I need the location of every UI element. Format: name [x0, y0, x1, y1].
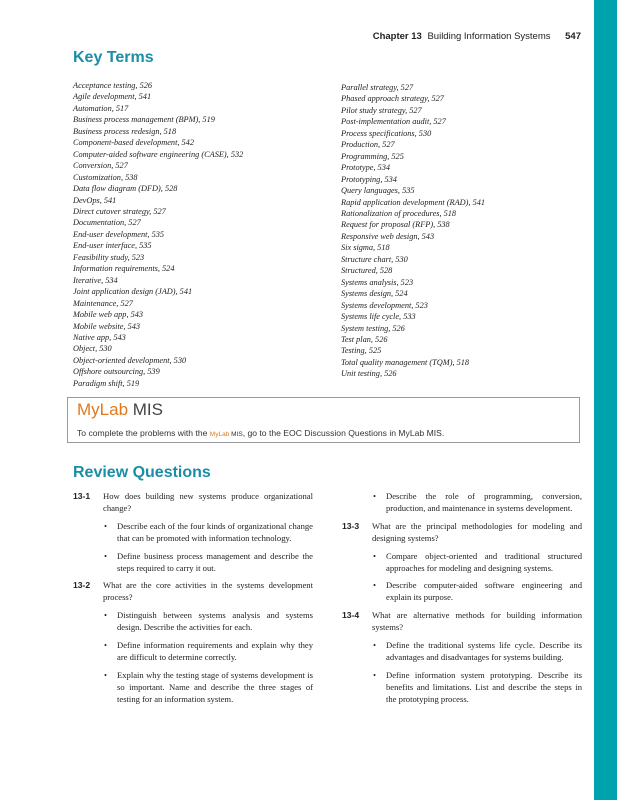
key-term: Process specifications, 530	[341, 128, 432, 138]
key-term: Object, 530	[73, 344, 112, 354]
question-text: What are alternative methods for building information systems?	[372, 610, 582, 633]
key-term: Acceptance testing, 526	[73, 81, 153, 90]
review-questions-heading: Review Questions	[73, 464, 211, 481]
key-term: DevOps, 541	[73, 195, 117, 205]
bullet-text: Describe computer-aided software engineering and explain its purpose.	[386, 580, 582, 603]
key-term: Phased approach strategy, 527	[341, 94, 444, 104]
question-bullets	[372, 551, 582, 605]
mylab-instructions	[77, 428, 444, 438]
key-term: End-user development, 535	[73, 229, 165, 239]
key-term: Six sigma, 518	[341, 243, 390, 253]
bullet-item	[103, 521, 313, 545]
mylab-text-before: To complete the problems with the	[77, 428, 210, 438]
page-edge-stripe	[594, 0, 617, 800]
question-bullets	[103, 521, 313, 575]
bullet-dot: •	[373, 580, 377, 591]
key-term: Business process redesign, 518	[73, 126, 177, 136]
key-term: Request for proposal (RFP), 538	[341, 220, 450, 230]
key-term: Joint application design (JAD), 541	[73, 287, 193, 297]
bullet-dot: •	[104, 520, 108, 531]
bullet-item	[103, 640, 313, 664]
key-term: Computer-aided software engineering (CASE), 532	[73, 149, 244, 159]
key-term: Structured, 528	[341, 266, 393, 276]
bullet-text: Explain why the testing stage of systems development is so important. Name and describe the three stages of testing for an information system.	[117, 669, 313, 704]
key-term: Parallel strategy, 527	[341, 83, 414, 92]
key-term: Conversion, 527	[73, 161, 128, 171]
review-questions-left-column	[73, 491, 313, 712]
key-term: Mobile website, 543	[73, 321, 141, 331]
key-term: Mobile web app, 543	[73, 310, 144, 320]
key-term: Iterative, 534	[73, 275, 118, 285]
key-term: Production, 527	[341, 140, 395, 150]
bullet-item	[103, 551, 313, 575]
key-term: Prototype, 534	[341, 163, 391, 173]
question-text: What are the core activities in the systems development process?	[103, 580, 313, 603]
bullet-dot: •	[104, 550, 108, 561]
key-term: Total quality management (TQM), 518	[341, 357, 470, 367]
question-number: 13-4	[342, 610, 360, 621]
bullet-item	[342, 491, 582, 515]
section-label: Building Information Systems	[427, 31, 551, 42]
mylab-product: MIS	[128, 400, 163, 419]
bullet-dot: •	[373, 669, 377, 680]
key-term: Query languages, 535	[341, 186, 415, 196]
key-term: Paradigm shift, 519	[73, 378, 140, 388]
mylab-text-after: , go to the EOC Discussion Questions in MyLab MIS.	[242, 428, 445, 438]
bullet-dot: •	[373, 491, 377, 501]
key-term: Customization, 538	[73, 172, 138, 182]
question-13-2-continued	[342, 491, 582, 515]
bullet-dot: •	[104, 669, 108, 680]
mylab-title	[77, 400, 163, 420]
chapter-label: Chapter 13	[372, 31, 422, 42]
bullet-text: Describe the role of programming, conversion, production, and maintenance in systems development.	[386, 491, 582, 513]
bullet-item	[372, 670, 582, 706]
key-term: System testing, 526	[341, 323, 405, 333]
bullet-dot: •	[373, 550, 377, 561]
bullet-dot: •	[104, 610, 108, 621]
key-term: Native app, 543	[73, 332, 126, 342]
bullet-text: Define business process management and describe the steps required to carry it out.	[117, 550, 313, 573]
mylab-inline-brand: MyLab	[209, 431, 230, 438]
mylab-callout	[67, 397, 580, 443]
key-term: Test plan, 526	[341, 334, 388, 344]
bullet-item	[372, 551, 582, 575]
review-questions-right-column	[342, 491, 582, 712]
key-term: Business process management (BPM), 519	[73, 115, 215, 125]
question-13-1	[73, 491, 313, 574]
key-term: Automation, 517	[73, 103, 129, 113]
key-term: End-user interface, 535	[73, 241, 152, 251]
key-term: Systems development, 523	[341, 300, 428, 310]
key-term: Systems design, 524	[341, 289, 408, 299]
key-term: Systems life cycle, 533	[341, 312, 416, 322]
bullet-item	[372, 580, 582, 604]
question-number: 13-2	[73, 580, 91, 591]
question-text: What are the principal methodologies for modeling and designing systems?	[372, 520, 582, 543]
bullet-text: Define information requirements and explain why they are difficult to determine correctly.	[117, 640, 313, 662]
key-term: Rapid application development (RAD), 541	[341, 197, 486, 207]
key-term: Systems analysis, 523	[341, 277, 414, 287]
key-term: Documentation, 527	[73, 218, 141, 228]
key-term: Prototyping, 534	[341, 174, 397, 184]
key-terms-heading: Key Terms	[73, 49, 154, 66]
question-text: How does building new systems produce organizational change?	[103, 491, 313, 513]
bullet-text: Compare object-oriented and traditional structured approaches for modeling and designing systems.	[386, 550, 582, 573]
question-bullets	[103, 610, 313, 705]
question-bullets	[372, 640, 582, 706]
bullet-dot: •	[104, 640, 108, 651]
key-term: Information requirements, 524	[73, 264, 175, 274]
question-13-2	[73, 580, 313, 705]
key-term: Programming, 525	[341, 151, 404, 161]
key-term: Feasibility study, 523	[73, 252, 145, 262]
mylab-brand: MyLab	[77, 400, 129, 419]
key-term: Post-implementation audit, 527	[341, 117, 446, 127]
key-term: Direct cutover strategy, 527	[73, 206, 166, 216]
key-term: Unit testing, 526	[341, 369, 397, 379]
key-terms-right-column	[341, 82, 485, 380]
bullet-text: Define the traditional systems life cycle. Describe its advantages and disadvantages for systems building.	[386, 640, 582, 662]
key-term: Rationalization of procedures, 518	[341, 208, 457, 218]
key-term: Maintenance, 527	[73, 298, 133, 308]
key-term: Offshore outsourcing, 539	[73, 367, 160, 377]
question-13-4	[342, 610, 582, 705]
bullet-item	[103, 610, 313, 634]
key-term: Pilot study strategy, 527	[341, 105, 422, 115]
question-number: 13-3	[342, 520, 360, 531]
question-number: 13-1	[73, 491, 91, 501]
bullet-dot: •	[373, 640, 377, 651]
mylab-inline-mis: MIS	[229, 431, 243, 438]
bullet-item	[372, 640, 582, 664]
key-terms-left-column	[73, 80, 243, 389]
key-term: Component-based development, 542	[73, 138, 194, 148]
bullet-text: Define information system prototyping. Describe its benefits and limitations. List and describe the steps in the prototyping process.	[386, 669, 582, 704]
key-term: Object-oriented development, 530	[73, 355, 187, 365]
bullet-text: Distinguish between systems analysis and systems design. Describe the activities for each.	[117, 610, 313, 633]
key-term: Agile development, 541	[73, 92, 152, 102]
key-term: Structure chart, 530	[341, 254, 408, 264]
bullet-item	[103, 670, 313, 706]
key-term: Testing, 525	[341, 346, 382, 356]
key-term: Responsive web design, 543	[341, 231, 435, 241]
running-header	[373, 31, 581, 42]
bullet-text: Describe each of the four kinds of organizational change that can be promoted with information technology.	[117, 520, 313, 543]
key-term: Data flow diagram (DFD), 528	[73, 184, 178, 194]
page-number: 547	[565, 31, 581, 42]
question-13-3	[342, 521, 582, 604]
